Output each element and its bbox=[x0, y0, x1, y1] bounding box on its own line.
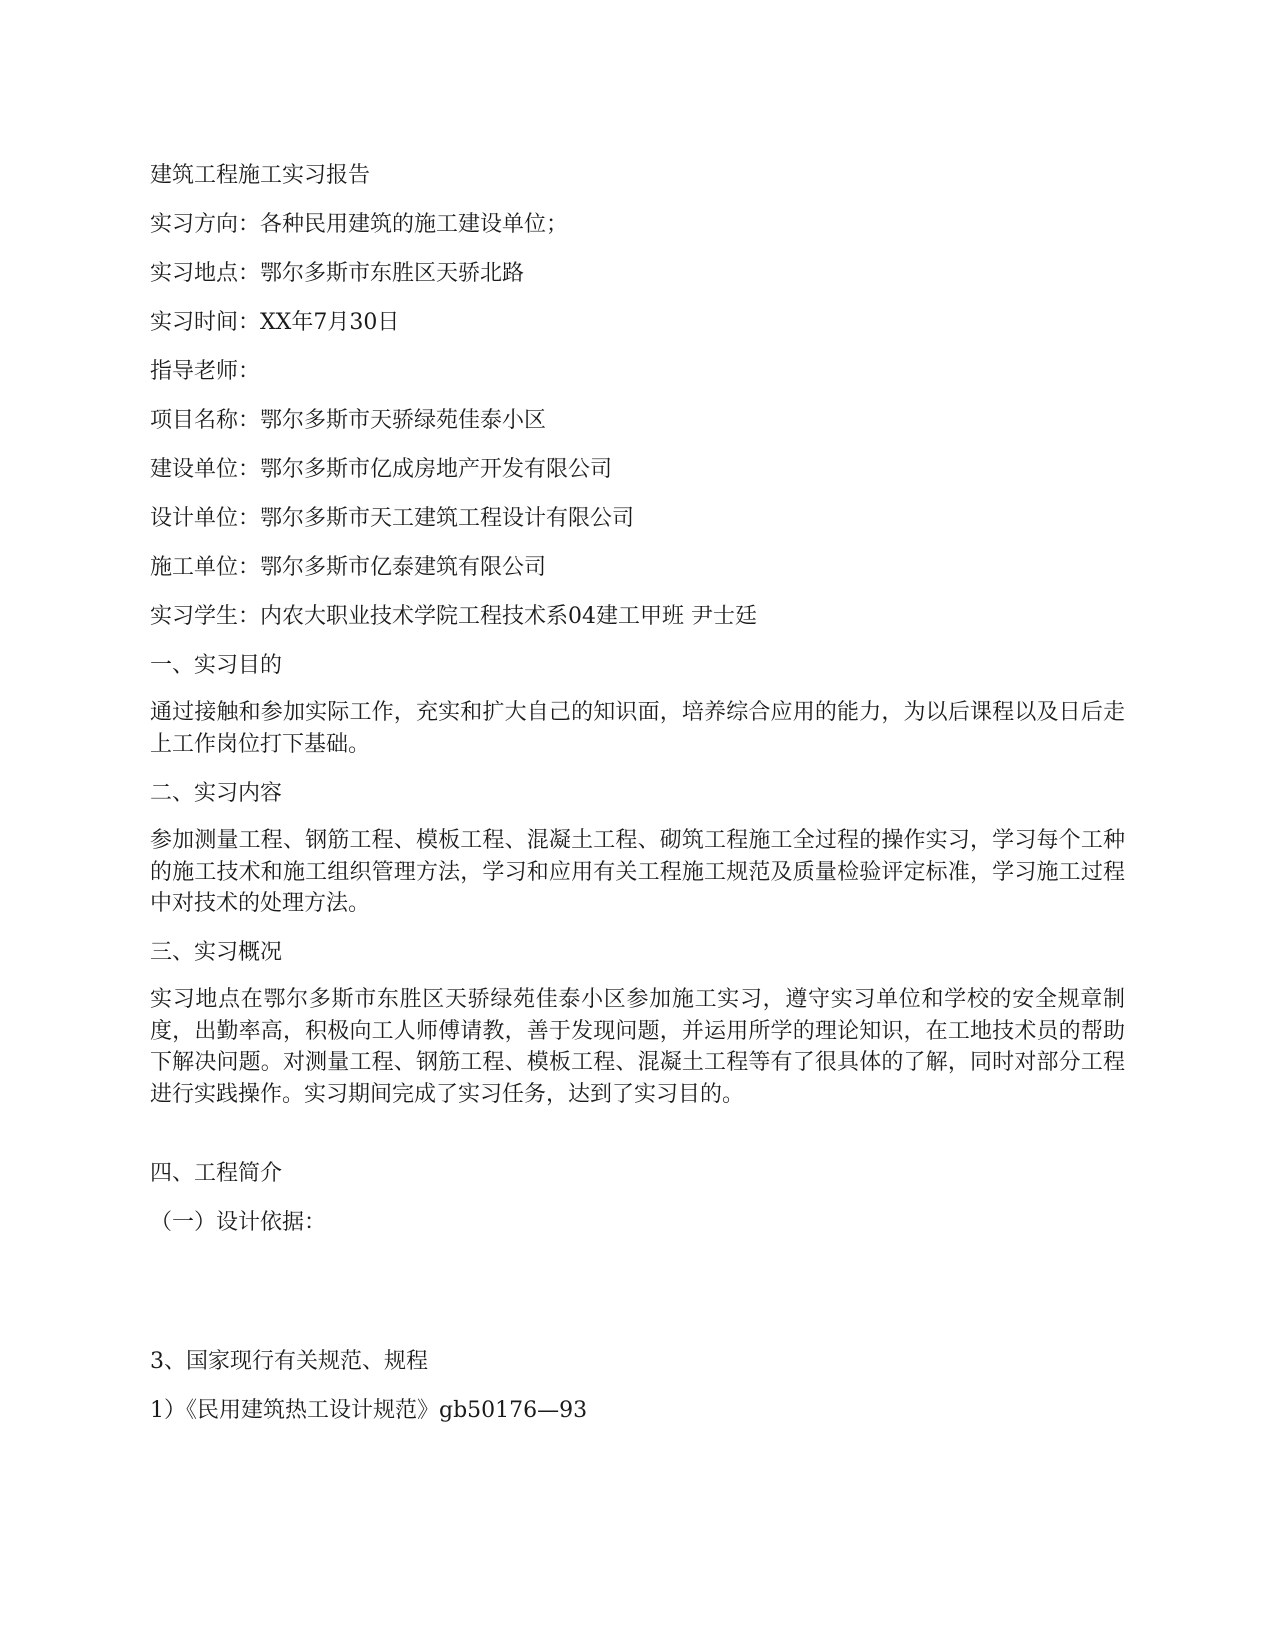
section-heading-purpose: 一、实习目的 bbox=[150, 653, 283, 678]
field-designer: 设计单位：鄂尔多斯市天工建筑工程设计有限公司 bbox=[150, 506, 635, 531]
field-instructor: 指导老师： bbox=[150, 359, 261, 384]
document-title: 建筑工程施工实习报告 bbox=[150, 163, 371, 188]
section-body-overview: 实习地点在鄂尔多斯市东胜区天骄绿苑佳泰小区参加施工实习，遵守实习单位和学校的安全规章制度，出勤率高，积极向工人师傅请教，善于发现问题，并运用所学的理论知识，在工地技术员的帮助下解决问题。对测量工程、钢筋工程、模板工程、混凝土工程等有了很具体的了解，同时对部分工程进行实践操作。实习期间完成了实习任务，达到了实习目的。 bbox=[150, 987, 1125, 1107]
field-location: 实习地点：鄂尔多斯市东胜区天骄北路 bbox=[150, 261, 525, 286]
field-project-name: 项目名称：鄂尔多斯市天骄绿苑佳泰小区 bbox=[150, 408, 547, 433]
field-student: 实习学生：内农大职业技术学院工程技术系04建工甲班 尹士廷 bbox=[150, 604, 757, 629]
section-heading-project-intro: 四、工程简介 bbox=[150, 1161, 283, 1186]
field-time: 实习时间：XX年7月30日 bbox=[150, 310, 400, 335]
section-body-purpose: 通过接触和参加实际工作，充实和扩大自己的知识面，培养综合应用的能力，为以后课程以及日后走上工作岗位打下基础。 bbox=[150, 700, 1125, 757]
section-body-content: 参加测量工程、钢筋工程、模板工程、混凝土工程、砌筑工程施工全过程的操作实习，学习每个工种的施工技术和施工组织管理方法，学习和应用有关工程施工规范及质量检验评定标准，学习施工过程中对技术的处理方法。 bbox=[150, 828, 1125, 916]
field-direction: 实习方向：各种民用建筑的施工建设单位； bbox=[150, 212, 569, 237]
list-item-thermal-code: 1）《民用建筑热工设计规范》gb50176—93 bbox=[150, 1398, 588, 1423]
subheading-design-basis: （一）设计依据： bbox=[150, 1210, 327, 1235]
field-contractor: 施工单位：鄂尔多斯市亿泰建筑有限公司 bbox=[150, 555, 547, 580]
section-heading-overview: 三、实习概况 bbox=[150, 940, 283, 965]
field-developer: 建设单位：鄂尔多斯市亿成房地产开发有限公司 bbox=[150, 457, 613, 482]
list-item-regulations: 3、国家现行有关规范、规程 bbox=[150, 1349, 428, 1374]
section-heading-content: 二、实习内容 bbox=[150, 781, 283, 806]
